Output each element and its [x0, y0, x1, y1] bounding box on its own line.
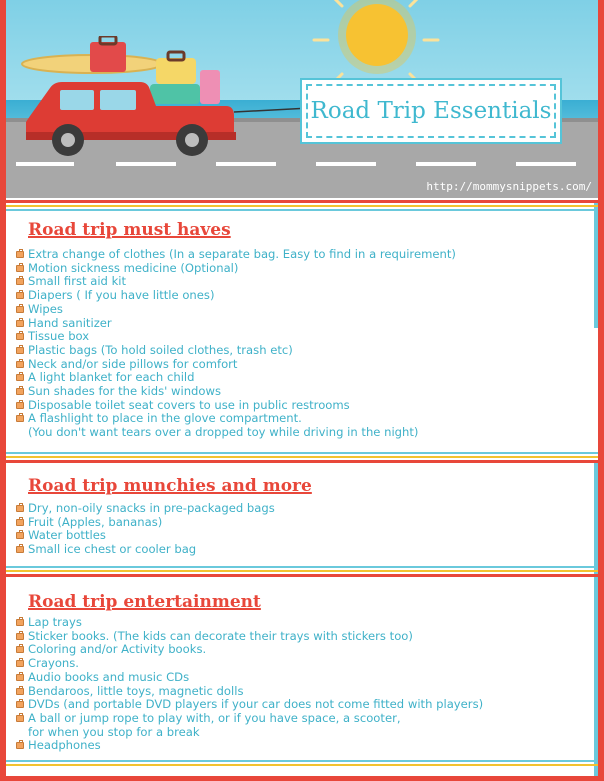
item-text: DVDs (and portable DVD players if your car does not come fitted with players) [28, 697, 484, 712]
suitcase-icon [16, 674, 24, 681]
divider-stripe [6, 574, 598, 577]
item-text: Headphones [28, 738, 101, 753]
suitcase-icon [16, 715, 24, 722]
banner-illustration [6, 0, 598, 198]
suitcase-icon [16, 546, 24, 553]
list-item [16, 671, 483, 685]
list-item [16, 330, 456, 344]
entertainment-list [16, 616, 483, 753]
item-text: Tissue box [28, 329, 90, 344]
divider-stripe [6, 452, 598, 454]
divider-stripe [6, 209, 598, 211]
list-item [16, 289, 456, 303]
item-text-continuation: for when you stop for a break [28, 724, 200, 739]
divider-stripe [6, 200, 598, 203]
suitcase-icon [16, 646, 24, 653]
source-url: http://mommysnippets.com/ [426, 180, 592, 193]
side-accent [594, 200, 598, 328]
suitcase-icon [16, 306, 24, 313]
item-text: Bendaroos, little toys, magnetic dolls [28, 683, 244, 698]
list-item [16, 712, 483, 739]
side-accent [594, 460, 598, 776]
suitcase-icon [16, 333, 24, 340]
list-item [16, 412, 456, 439]
item-text: Plastic bags (To hold soiled clothes, trash etc) [28, 342, 293, 357]
divider-stripe [6, 570, 598, 572]
suitcase-icon [16, 701, 24, 708]
suitcase-icon [16, 388, 24, 395]
section-heading-entertainment: Road trip entertainment [28, 592, 261, 612]
list-item [16, 371, 456, 385]
lane-marking [16, 162, 74, 166]
item-text: A ball or jump rope to play with, or if you have space, a scooter, [28, 710, 401, 725]
suitcase-icon [16, 320, 24, 327]
list-item [16, 543, 275, 557]
item-text: Motion sickness medicine (Optional) [28, 260, 239, 275]
list-item [16, 502, 275, 516]
list-item [16, 358, 456, 372]
page-title: Road Trip Essentials [310, 98, 552, 124]
list-item [16, 739, 483, 753]
suitcase-icon [16, 688, 24, 695]
list-item [16, 529, 275, 543]
item-text: Small ice chest or cooler bag [28, 542, 197, 557]
list-item [16, 399, 456, 413]
suitcase-icon [16, 278, 24, 285]
item-text: A flashlight to place in the glove compartment. [28, 411, 302, 426]
list-item [16, 248, 456, 262]
list-item [16, 616, 483, 630]
suitcase-icon [16, 361, 24, 368]
list-item [16, 657, 483, 671]
item-text: Neck and/or side pillows for comfort [28, 356, 238, 371]
divider-stripe [6, 205, 598, 207]
suitcase-icon [16, 251, 24, 258]
list-item [16, 643, 483, 657]
item-text: Disposable toilet seat covers to use in public restrooms [28, 397, 350, 412]
item-text: Audio books and music CDs [28, 669, 190, 684]
list-item [16, 344, 456, 358]
item-text: Extra change of clothes (In a separate bag. Easy to find in a requirement) [28, 247, 456, 261]
must-haves-list [16, 248, 456, 440]
item-text: Lap trays [28, 615, 82, 629]
item-text: Hand sanitizer [28, 315, 112, 330]
suitcase-icon [16, 532, 24, 539]
divider-stripe [6, 760, 598, 762]
section-heading-munchies: Road trip munchies and more [28, 476, 312, 496]
list-item [16, 630, 483, 644]
suitcase-icon [16, 505, 24, 512]
list-item [16, 275, 456, 289]
item-text: Small first aid kit [28, 274, 127, 289]
suitcase-icon [16, 633, 24, 640]
suitcase-icon [16, 742, 24, 749]
item-text: Sticker books. (The kids can decorate their trays with stickers too) [28, 628, 413, 643]
item-text: Diapers ( If you have little ones) [28, 288, 215, 303]
list-item [16, 303, 456, 317]
item-text: Sun shades for the kids' windows [28, 384, 222, 399]
divider-stripe [6, 566, 598, 568]
section-heading-must-haves: Road trip must haves [28, 220, 231, 240]
item-text: Crayons. [28, 656, 79, 671]
item-text: Water bottles [28, 528, 106, 543]
munchies-list [16, 502, 275, 557]
lane-marking [516, 162, 576, 166]
suitcase-icon [16, 265, 24, 272]
suitcase-icon [16, 292, 24, 299]
item-text: Dry, non-oily snacks in pre-packaged bags [28, 501, 275, 515]
list-item [16, 698, 483, 712]
list-item [16, 685, 483, 699]
divider-stripe [6, 456, 598, 458]
suitcase-icon [16, 347, 24, 354]
suitcase-icon [16, 519, 24, 526]
title-card-inner [306, 84, 556, 138]
lane-marking [116, 162, 176, 166]
item-text: Wipes [28, 301, 63, 316]
lane-marking [416, 162, 476, 166]
car-with-luggage-icon [20, 36, 320, 162]
item-text-continuation: (You don't want tears over a dropped toy while driving in the night) [28, 425, 419, 440]
item-text: Coloring and/or Activity books. [28, 642, 207, 657]
suitcase-icon [16, 619, 24, 626]
lane-marking [216, 162, 276, 166]
suitcase-icon [16, 402, 24, 409]
list-item [16, 516, 275, 530]
suitcase-icon [16, 374, 24, 381]
list-item [16, 385, 456, 399]
item-text: A light blanket for each child [28, 370, 195, 385]
printable-page [6, 0, 598, 776]
suitcase-icon [16, 660, 24, 667]
list-item [16, 262, 456, 276]
lane-marking [316, 162, 376, 166]
list-item [16, 317, 456, 331]
item-text: Fruit (Apples, bananas) [28, 514, 163, 529]
divider-stripe [6, 764, 598, 766]
suitcase-icon [16, 415, 24, 422]
title-card [300, 78, 562, 144]
divider-stripe [6, 460, 598, 463]
